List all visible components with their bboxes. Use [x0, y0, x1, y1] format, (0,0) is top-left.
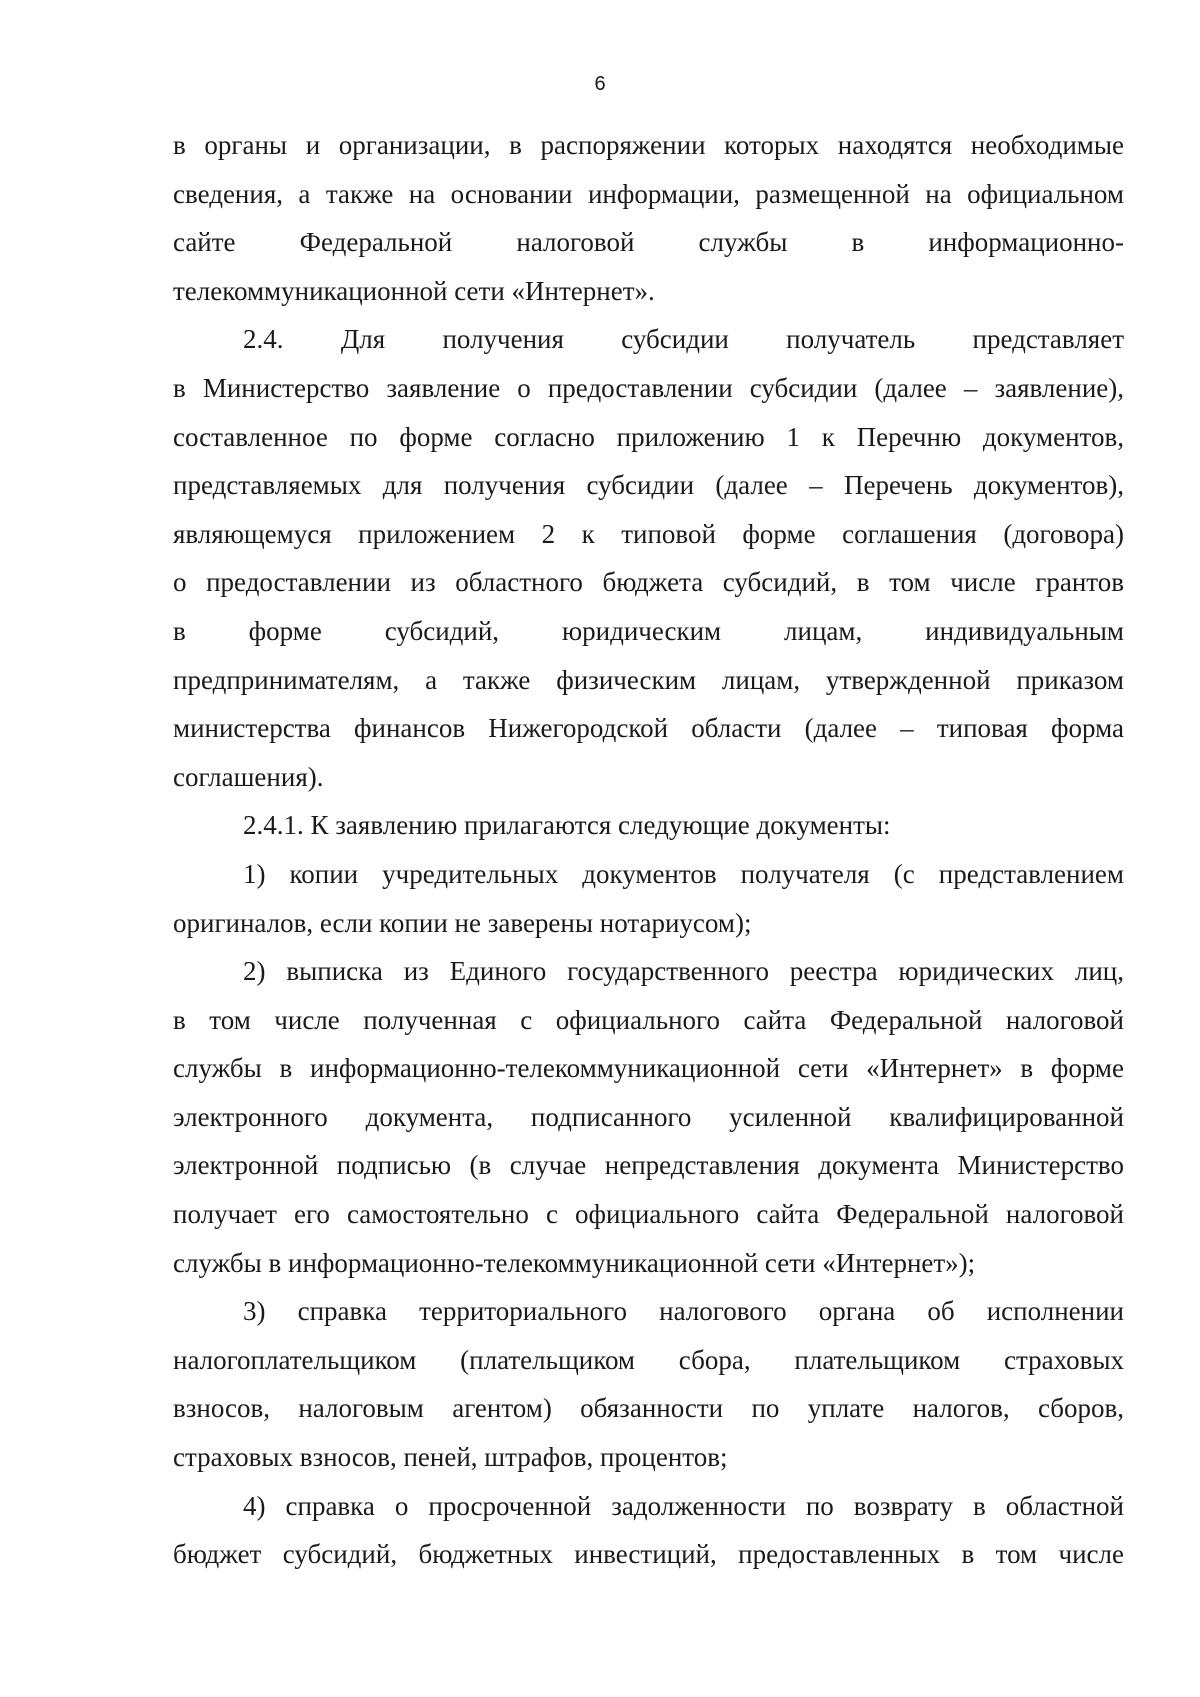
text-line: 2.4. Для получения субсидии получатель представляет	[243, 324, 1124, 355]
text-line: 2) выписка из Единого государственного реестра юридических лиц,	[243, 956, 1124, 987]
text-line: налогоплательщиком (плательщиком сбора, плательщиком страховых	[173, 1344, 1124, 1375]
text-line: службы в информационно-телекоммуникационной сети «Интернет» в форме	[173, 1053, 1124, 1084]
text-line: составленное по форме согласно приложению 1 к Перечню документов,	[173, 421, 1124, 452]
text-line: являющемуся приложением 2 к типовой форме соглашения (договора)	[173, 518, 1124, 549]
text-line: сайте Федеральной налоговой службы в информационно-	[173, 227, 1124, 258]
text-line: в органы и организации, в распоряжении которых находятся необходимые	[173, 130, 1124, 160]
text-line: сведения, а также на основании информации, размещенной на официальном	[173, 178, 1124, 209]
page-number: 6	[594, 73, 606, 95]
text-line: телекоммуникационной сети «Интернет».	[173, 275, 655, 306]
text-line: 1) копии учредительных документов получателя (с представлением	[243, 858, 1124, 889]
text-line: 3) справка территориального налогового органа об исполнении	[243, 1296, 1124, 1327]
text-line: электронного документа, подписанного усиленной квалифицированной	[173, 1101, 1124, 1132]
text-line: в Министерство заявление о предоставлении субсидии (далее – заявление),	[173, 372, 1124, 403]
text-line: службы в информационно-телекоммуникационной сети «Интернет»);	[173, 1247, 976, 1278]
text-line: страховых взносов, пеней, штрафов, процентов;	[173, 1442, 728, 1473]
text-line: представляемых для получения субсидии (далее – Перечень документов),	[173, 470, 1124, 501]
text-line: оригиналов, если копии не заверены нотариусом);	[173, 907, 752, 938]
text-line: получает его самостоятельно с официального сайта Федеральной налоговой	[173, 1199, 1124, 1230]
text-line: в том числе полученная с официального сайта Федеральной налоговой	[173, 1004, 1124, 1035]
text-line: бюджет субсидий, бюджетных инвестиций, предоставленных в том числе	[173, 1539, 1124, 1570]
document-body	[173, 121, 1124, 1579]
text-line: 2.4.1. К заявлению прилагаются следующие документы:	[243, 810, 891, 841]
text-line: министерства финансов Нижегородской области (далее – типовая форма	[173, 713, 1124, 744]
text-line: о предоставлении из областного бюджета субсидий, в том числе грантов	[173, 567, 1124, 598]
text-line: 4) справка о просроченной задолженности по возврату в областной	[243, 1490, 1124, 1521]
text-line: электронной подписью (в случае непредставления документа Министерство	[173, 1150, 1124, 1181]
text-line: взносов, налоговым агентом) обязанности по уплате налогов, сборов,	[173, 1393, 1124, 1424]
text-line: предпринимателям, а также физическим лицам, утвержденной приказом	[173, 664, 1124, 695]
text-line: в форме субсидий, юридическим лицам, индивидуальным	[173, 615, 1124, 646]
text-line: соглашения).	[173, 761, 324, 792]
